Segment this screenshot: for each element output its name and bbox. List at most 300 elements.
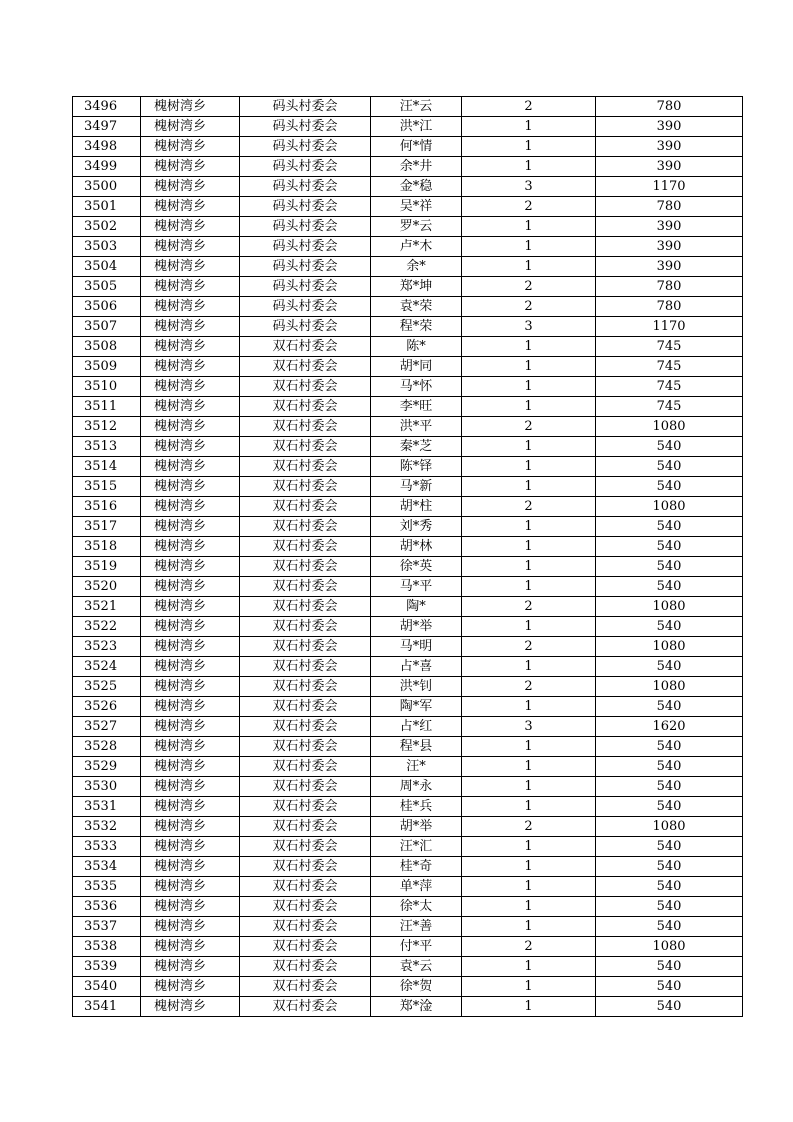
person-name-cell: 余*井 xyxy=(371,157,462,177)
amount-cell: 1080 xyxy=(596,817,743,837)
township-cell: 槐树湾乡 xyxy=(141,497,240,517)
village-committee-cell: 码头村委会 xyxy=(240,277,371,297)
table-row xyxy=(73,177,743,197)
household-count-cell: 1 xyxy=(462,957,596,977)
person-name-cell: 陶*军 xyxy=(371,697,462,717)
person-name-cell: 罗*云 xyxy=(371,217,462,237)
record-id-cell: 3541 xyxy=(73,997,141,1017)
table-row xyxy=(73,277,743,297)
table-row xyxy=(73,617,743,637)
table-row xyxy=(73,477,743,497)
record-id-cell: 3524 xyxy=(73,657,141,677)
village-committee-cell: 双石村委会 xyxy=(240,357,371,377)
person-name-cell: 胡*柱 xyxy=(371,497,462,517)
person-name-cell: 马*明 xyxy=(371,637,462,657)
record-id-cell: 3536 xyxy=(73,897,141,917)
village-committee-cell: 双石村委会 xyxy=(240,377,371,397)
household-count-cell: 3 xyxy=(462,177,596,197)
township-cell: 槐树湾乡 xyxy=(141,717,240,737)
record-id-cell: 3531 xyxy=(73,797,141,817)
record-id-cell: 3497 xyxy=(73,117,141,137)
household-count-cell: 1 xyxy=(462,837,596,857)
record-id-cell: 3532 xyxy=(73,817,141,837)
table-row xyxy=(73,557,743,577)
person-name-cell: 李*旺 xyxy=(371,397,462,417)
village-committee-cell: 码头村委会 xyxy=(240,237,371,257)
village-committee-cell: 码头村委会 xyxy=(240,177,371,197)
table-row xyxy=(73,777,743,797)
table-row xyxy=(73,97,743,117)
township-cell: 槐树湾乡 xyxy=(141,797,240,817)
person-name-cell: 陈*铎 xyxy=(371,457,462,477)
township-cell: 槐树湾乡 xyxy=(141,857,240,877)
township-cell: 槐树湾乡 xyxy=(141,417,240,437)
record-id-cell: 3506 xyxy=(73,297,141,317)
amount-cell: 745 xyxy=(596,377,743,397)
village-committee-cell: 双石村委会 xyxy=(240,817,371,837)
table-row xyxy=(73,877,743,897)
record-id-cell: 3528 xyxy=(73,737,141,757)
household-count-cell: 1 xyxy=(462,737,596,757)
township-cell: 槐树湾乡 xyxy=(141,697,240,717)
village-committee-cell: 双石村委会 xyxy=(240,337,371,357)
household-count-cell: 2 xyxy=(462,277,596,297)
record-id-cell: 3509 xyxy=(73,357,141,377)
table-row xyxy=(73,737,743,757)
amount-cell: 540 xyxy=(596,977,743,997)
household-count-cell: 2 xyxy=(462,677,596,697)
person-name-cell: 郑*坤 xyxy=(371,277,462,297)
table-row xyxy=(73,437,743,457)
amount-cell: 1080 xyxy=(596,597,743,617)
household-count-cell: 1 xyxy=(462,857,596,877)
record-id-cell: 3496 xyxy=(73,97,141,117)
person-name-cell: 程*县 xyxy=(371,737,462,757)
township-cell: 槐树湾乡 xyxy=(141,677,240,697)
township-cell: 槐树湾乡 xyxy=(141,257,240,277)
township-cell: 槐树湾乡 xyxy=(141,237,240,257)
household-count-cell: 1 xyxy=(462,457,596,477)
village-committee-cell: 双石村委会 xyxy=(240,717,371,737)
person-name-cell: 陶* xyxy=(371,597,462,617)
amount-cell: 780 xyxy=(596,297,743,317)
record-id-cell: 3529 xyxy=(73,757,141,777)
township-cell: 槐树湾乡 xyxy=(141,277,240,297)
village-committee-cell: 双石村委会 xyxy=(240,697,371,717)
amount-cell: 540 xyxy=(596,617,743,637)
table-row xyxy=(73,157,743,177)
person-name-cell: 付*平 xyxy=(371,937,462,957)
household-count-cell: 1 xyxy=(462,117,596,137)
table-row xyxy=(73,757,743,777)
household-count-cell: 1 xyxy=(462,337,596,357)
person-name-cell: 桂*奇 xyxy=(371,857,462,877)
person-name-cell: 袁*云 xyxy=(371,957,462,977)
township-cell: 槐树湾乡 xyxy=(141,877,240,897)
record-id-cell: 3521 xyxy=(73,597,141,617)
amount-cell: 1170 xyxy=(596,317,743,337)
household-count-cell: 2 xyxy=(462,637,596,657)
amount-cell: 540 xyxy=(596,517,743,537)
household-count-cell: 2 xyxy=(462,97,596,117)
record-id-cell: 3535 xyxy=(73,877,141,897)
table-row xyxy=(73,357,743,377)
amount-cell: 540 xyxy=(596,557,743,577)
table-row xyxy=(73,397,743,417)
township-cell: 槐树湾乡 xyxy=(141,897,240,917)
person-name-cell: 徐*贺 xyxy=(371,977,462,997)
household-count-cell: 1 xyxy=(462,777,596,797)
amount-cell: 1620 xyxy=(596,717,743,737)
record-id-cell: 3508 xyxy=(73,337,141,357)
record-id-cell: 3522 xyxy=(73,617,141,637)
record-id-cell: 3533 xyxy=(73,837,141,857)
table-row xyxy=(73,637,743,657)
table-row xyxy=(73,497,743,517)
table-row xyxy=(73,717,743,737)
amount-cell: 540 xyxy=(596,437,743,457)
village-committee-cell: 双石村委会 xyxy=(240,917,371,937)
village-committee-cell: 码头村委会 xyxy=(240,297,371,317)
person-name-cell: 吴*祥 xyxy=(371,197,462,217)
household-count-cell: 1 xyxy=(462,757,596,777)
village-committee-cell: 双石村委会 xyxy=(240,737,371,757)
table-row xyxy=(73,237,743,257)
amount-cell: 1080 xyxy=(596,417,743,437)
person-name-cell: 洪*江 xyxy=(371,117,462,137)
amount-cell: 390 xyxy=(596,157,743,177)
record-id-cell: 3518 xyxy=(73,537,141,557)
person-name-cell: 马*新 xyxy=(371,477,462,497)
person-name-cell: 何*情 xyxy=(371,137,462,157)
township-cell: 槐树湾乡 xyxy=(141,477,240,497)
table-row xyxy=(73,977,743,997)
person-name-cell: 徐*太 xyxy=(371,897,462,917)
table-row xyxy=(73,937,743,957)
township-cell: 槐树湾乡 xyxy=(141,637,240,657)
village-committee-cell: 双石村委会 xyxy=(240,597,371,617)
village-committee-cell: 双石村委会 xyxy=(240,477,371,497)
person-name-cell: 汪*云 xyxy=(371,97,462,117)
record-id-cell: 3515 xyxy=(73,477,141,497)
person-name-cell: 洪*平 xyxy=(371,417,462,437)
household-count-cell: 1 xyxy=(462,237,596,257)
village-committee-cell: 双石村委会 xyxy=(240,537,371,557)
village-committee-cell: 双石村委会 xyxy=(240,777,371,797)
township-cell: 槐树湾乡 xyxy=(141,397,240,417)
village-committee-cell: 双石村委会 xyxy=(240,937,371,957)
amount-cell: 540 xyxy=(596,777,743,797)
record-id-cell: 3526 xyxy=(73,697,141,717)
household-count-cell: 1 xyxy=(462,437,596,457)
amount-cell: 540 xyxy=(596,657,743,677)
amount-cell: 745 xyxy=(596,337,743,357)
village-committee-cell: 双石村委会 xyxy=(240,617,371,637)
household-count-cell: 1 xyxy=(462,257,596,277)
village-committee-cell: 双石村委会 xyxy=(240,977,371,997)
person-name-cell: 洪*钊 xyxy=(371,677,462,697)
village-committee-cell: 双石村委会 xyxy=(240,837,371,857)
household-count-cell: 1 xyxy=(462,577,596,597)
record-id-cell: 3507 xyxy=(73,317,141,337)
household-count-cell: 2 xyxy=(462,597,596,617)
amount-cell: 540 xyxy=(596,837,743,857)
amount-cell: 540 xyxy=(596,697,743,717)
record-id-cell: 3513 xyxy=(73,437,141,457)
person-name-cell: 汪* xyxy=(371,757,462,777)
village-committee-cell: 码头村委会 xyxy=(240,217,371,237)
township-cell: 槐树湾乡 xyxy=(141,657,240,677)
township-cell: 槐树湾乡 xyxy=(141,377,240,397)
record-id-cell: 3534 xyxy=(73,857,141,877)
record-id-cell: 3530 xyxy=(73,777,141,797)
amount-cell: 540 xyxy=(596,917,743,937)
record-id-cell: 3510 xyxy=(73,377,141,397)
person-name-cell: 陈* xyxy=(371,337,462,357)
township-cell: 槐树湾乡 xyxy=(141,917,240,937)
person-name-cell: 桂*兵 xyxy=(371,797,462,817)
record-id-cell: 3538 xyxy=(73,937,141,957)
household-count-cell: 1 xyxy=(462,977,596,997)
amount-cell: 390 xyxy=(596,257,743,277)
amount-cell: 540 xyxy=(596,877,743,897)
amount-cell: 1080 xyxy=(596,937,743,957)
household-count-cell: 2 xyxy=(462,297,596,317)
table-row xyxy=(73,537,743,557)
table-row xyxy=(73,817,743,837)
village-committee-cell: 双石村委会 xyxy=(240,997,371,1017)
person-name-cell: 秦*芝 xyxy=(371,437,462,457)
record-id-cell: 3499 xyxy=(73,157,141,177)
person-name-cell: 徐*英 xyxy=(371,557,462,577)
record-id-cell: 3512 xyxy=(73,417,141,437)
amount-cell: 780 xyxy=(596,197,743,217)
amount-cell: 540 xyxy=(596,457,743,477)
record-id-cell: 3505 xyxy=(73,277,141,297)
table-row xyxy=(73,957,743,977)
record-id-cell: 3537 xyxy=(73,917,141,937)
township-cell: 槐树湾乡 xyxy=(141,737,240,757)
household-count-cell: 2 xyxy=(462,497,596,517)
village-committee-cell: 码头村委会 xyxy=(240,197,371,217)
person-name-cell: 卢*木 xyxy=(371,237,462,257)
household-count-cell: 2 xyxy=(462,197,596,217)
township-cell: 槐树湾乡 xyxy=(141,197,240,217)
household-count-cell: 1 xyxy=(462,537,596,557)
person-name-cell: 金*稳 xyxy=(371,177,462,197)
person-name-cell: 占*喜 xyxy=(371,657,462,677)
record-id-cell: 3511 xyxy=(73,397,141,417)
village-committee-cell: 码头村委会 xyxy=(240,317,371,337)
record-id-cell: 3520 xyxy=(73,577,141,597)
record-id-cell: 3517 xyxy=(73,517,141,537)
record-id-cell: 3539 xyxy=(73,957,141,977)
amount-cell: 540 xyxy=(596,957,743,977)
amount-cell: 540 xyxy=(596,757,743,777)
amount-cell: 1080 xyxy=(596,637,743,657)
person-name-cell: 余* xyxy=(371,257,462,277)
village-committee-cell: 双石村委会 xyxy=(240,437,371,457)
township-cell: 槐树湾乡 xyxy=(141,437,240,457)
person-name-cell: 胡*林 xyxy=(371,537,462,557)
village-committee-cell: 双石村委会 xyxy=(240,657,371,677)
township-cell: 槐树湾乡 xyxy=(141,457,240,477)
amount-cell: 540 xyxy=(596,997,743,1017)
household-count-cell: 1 xyxy=(462,397,596,417)
table-row xyxy=(73,197,743,217)
person-name-cell: 单*萍 xyxy=(371,877,462,897)
table-row xyxy=(73,797,743,817)
record-id-cell: 3503 xyxy=(73,237,141,257)
township-cell: 槐树湾乡 xyxy=(141,297,240,317)
village-committee-cell: 双石村委会 xyxy=(240,797,371,817)
table-row xyxy=(73,117,743,137)
table-row xyxy=(73,697,743,717)
amount-cell: 540 xyxy=(596,797,743,817)
township-cell: 槐树湾乡 xyxy=(141,217,240,237)
table-row xyxy=(73,997,743,1017)
person-name-cell: 周*永 xyxy=(371,777,462,797)
township-cell: 槐树湾乡 xyxy=(141,557,240,577)
record-id-cell: 3519 xyxy=(73,557,141,577)
township-cell: 槐树湾乡 xyxy=(141,357,240,377)
household-count-cell: 1 xyxy=(462,477,596,497)
household-count-cell: 2 xyxy=(462,417,596,437)
table-row xyxy=(73,337,743,357)
amount-cell: 745 xyxy=(596,357,743,377)
amount-cell: 390 xyxy=(596,137,743,157)
household-count-cell: 1 xyxy=(462,137,596,157)
village-committee-cell: 双石村委会 xyxy=(240,857,371,877)
amount-cell: 540 xyxy=(596,897,743,917)
township-cell: 槐树湾乡 xyxy=(141,817,240,837)
township-cell: 槐树湾乡 xyxy=(141,837,240,857)
amount-cell: 390 xyxy=(596,237,743,257)
township-cell: 槐树湾乡 xyxy=(141,777,240,797)
amount-cell: 540 xyxy=(596,737,743,757)
amount-cell: 540 xyxy=(596,477,743,497)
village-committee-cell: 双石村委会 xyxy=(240,877,371,897)
township-cell: 槐树湾乡 xyxy=(141,517,240,537)
person-name-cell: 郑*淦 xyxy=(371,997,462,1017)
table-row xyxy=(73,517,743,537)
household-count-cell: 3 xyxy=(462,717,596,737)
household-count-cell: 3 xyxy=(462,317,596,337)
record-id-cell: 3523 xyxy=(73,637,141,657)
household-count-cell: 1 xyxy=(462,657,596,677)
household-count-cell: 2 xyxy=(462,817,596,837)
amount-cell: 780 xyxy=(596,97,743,117)
township-cell: 槐树湾乡 xyxy=(141,137,240,157)
table-row xyxy=(73,217,743,237)
person-name-cell: 马*怀 xyxy=(371,377,462,397)
amount-cell: 780 xyxy=(596,277,743,297)
table-row xyxy=(73,657,743,677)
township-cell: 槐树湾乡 xyxy=(141,157,240,177)
record-id-cell: 3516 xyxy=(73,497,141,517)
table-row xyxy=(73,377,743,397)
household-count-cell: 1 xyxy=(462,997,596,1017)
record-id-cell: 3527 xyxy=(73,717,141,737)
table-row xyxy=(73,577,743,597)
village-committee-cell: 码头村委会 xyxy=(240,137,371,157)
table-row xyxy=(73,297,743,317)
record-id-cell: 3540 xyxy=(73,977,141,997)
village-committee-cell: 双石村委会 xyxy=(240,517,371,537)
village-committee-cell: 双石村委会 xyxy=(240,757,371,777)
household-count-cell: 1 xyxy=(462,217,596,237)
township-cell: 槐树湾乡 xyxy=(141,117,240,137)
amount-cell: 1170 xyxy=(596,177,743,197)
village-committee-cell: 双石村委会 xyxy=(240,677,371,697)
person-name-cell: 程*荣 xyxy=(371,317,462,337)
township-cell: 槐树湾乡 xyxy=(141,317,240,337)
record-id-cell: 3525 xyxy=(73,677,141,697)
village-committee-cell: 码头村委会 xyxy=(240,117,371,137)
amount-cell: 745 xyxy=(596,397,743,417)
township-cell: 槐树湾乡 xyxy=(141,937,240,957)
village-committee-cell: 双石村委会 xyxy=(240,557,371,577)
table-row xyxy=(73,857,743,877)
township-cell: 槐树湾乡 xyxy=(141,177,240,197)
person-name-cell: 刘*秀 xyxy=(371,517,462,537)
household-count-cell: 1 xyxy=(462,377,596,397)
table-row xyxy=(73,257,743,277)
household-count-cell: 1 xyxy=(462,517,596,537)
table-row xyxy=(73,677,743,697)
township-cell: 槐树湾乡 xyxy=(141,577,240,597)
table-row xyxy=(73,137,743,157)
township-cell: 槐树湾乡 xyxy=(141,997,240,1017)
person-name-cell: 占*红 xyxy=(371,717,462,737)
household-count-cell: 1 xyxy=(462,157,596,177)
amount-cell: 390 xyxy=(596,217,743,237)
household-count-cell: 1 xyxy=(462,917,596,937)
amount-cell: 540 xyxy=(596,857,743,877)
township-cell: 槐树湾乡 xyxy=(141,597,240,617)
township-cell: 槐树湾乡 xyxy=(141,757,240,777)
table-row xyxy=(73,897,743,917)
amount-cell: 540 xyxy=(596,577,743,597)
table-row xyxy=(73,597,743,617)
roster-table-body xyxy=(73,97,743,1017)
amount-cell: 1080 xyxy=(596,677,743,697)
village-committee-cell: 双石村委会 xyxy=(240,637,371,657)
record-id-cell: 3498 xyxy=(73,137,141,157)
person-name-cell: 汪*汇 xyxy=(371,837,462,857)
village-committee-cell: 双石村委会 xyxy=(240,417,371,437)
township-cell: 槐树湾乡 xyxy=(141,537,240,557)
amount-cell: 1080 xyxy=(596,497,743,517)
record-id-cell: 3500 xyxy=(73,177,141,197)
person-name-cell: 胡*举 xyxy=(371,817,462,837)
household-count-cell: 1 xyxy=(462,897,596,917)
household-count-cell: 1 xyxy=(462,617,596,637)
village-committee-cell: 码头村委会 xyxy=(240,257,371,277)
record-id-cell: 3514 xyxy=(73,457,141,477)
household-count-cell: 1 xyxy=(462,877,596,897)
table-row xyxy=(73,457,743,477)
township-cell: 槐树湾乡 xyxy=(141,957,240,977)
record-id-cell: 3502 xyxy=(73,217,141,237)
household-count-cell: 1 xyxy=(462,557,596,577)
roster-table xyxy=(72,96,743,1017)
person-name-cell: 胡*举 xyxy=(371,617,462,637)
village-committee-cell: 双石村委会 xyxy=(240,577,371,597)
village-committee-cell: 码头村委会 xyxy=(240,157,371,177)
village-committee-cell: 双石村委会 xyxy=(240,957,371,977)
table-row xyxy=(73,417,743,437)
